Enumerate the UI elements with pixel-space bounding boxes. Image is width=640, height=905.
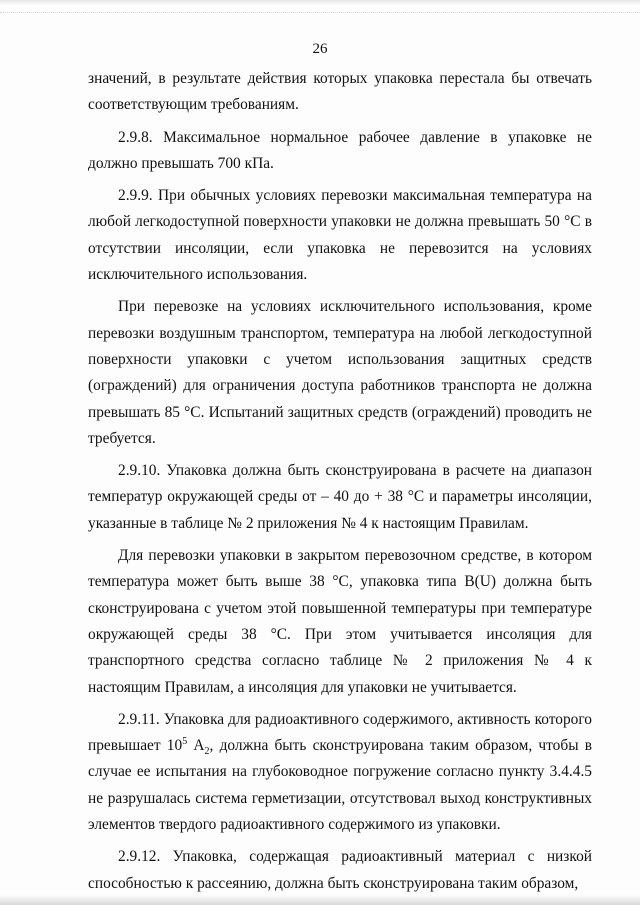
activity-exponent: 5	[182, 736, 188, 747]
scan-artifact-dotted-line	[0, 12, 640, 15]
paragraph-closed-vehicle: Для перевозки упаковки в закрытом перевозочном средстве, в котором температура может быть выше 38 °С, упаковка типа B(U) должна быть сконструирована с учетом этой повышенной температуры при температуре окружающей среды 38 °С. При этом учитывается инсоляция для транспортного средства согласно таблице № 2 приложения № 4 к настоящим Правилам, а инсоляция для упаковки не учитывается.	[88, 547, 592, 696]
paragraph-2-9-9: 2.9.9. При обычных условиях перевозки максимальная температура на любой легкодоступной поверхности упаковки не должна превышать 50 °С в отсутствии инсоляции, если упаковка не перевозится на условиях исключительного использования.	[88, 187, 592, 284]
activity-unit-subscript: 2	[204, 746, 210, 758]
paragraph-2-9-11-end: , должна быть сконструирована таким образом, чтобы в случае ее испытания на глубоководное погружение согласно пункту 3.4.4.5 не разрушалась система герметизации, отсутствовал выход конструктивных элементов твердого радиоактивного содержимого из упаковки.	[88, 737, 592, 834]
page-number: 26	[312, 41, 328, 57]
paragraph-2-9-12: 2.9.12. Упаковка, содержащая радиоактивный материал с низкой способностью к рассеянию, должна быть сконструирована таким образом,	[88, 848, 592, 892]
paragraph-exclusive-use: При перевозке на условиях исключительного использования, кроме перевозки воздушным транспортом, температура на любой легкодоступной поверхности упаковки с учетом использования защитных средств (ограждений) для ограничения доступа работников транспорта не должна превышать 85 °С. Испытаний защитных средств (ограждений) проводить не требуется.	[88, 298, 592, 447]
paragraph-2-9-8: 2.9.8. Максимальное нормальное рабочее давление в упаковке не должно превышать 700 кПа.	[88, 128, 592, 172]
scan-edge-bottom	[0, 895, 640, 905]
paragraph-2-9-11	[88, 707, 592, 838]
scan-edge-top	[0, 0, 640, 5]
activity-unit: А	[187, 737, 205, 755]
paragraph-2-9-10: 2.9.10. Упаковка должна быть сконструирована в расчете на диапазон температур окружающей среды от – 40 до + 38 °С и параметры инсоляции, указанные в таблице № 2 приложения № 4 к настоящим Правилам.	[88, 462, 592, 532]
paragraph-2-9-11-start: 2.9.11. Упаковка для радиоактивного содержимого, активность которого превышает 10	[88, 710, 592, 755]
paragraph-continuation: значений, в результате действия которых упаковка перестала бы отвечать соответствующим требованиям.	[88, 70, 592, 114]
document-body	[88, 66, 592, 897]
